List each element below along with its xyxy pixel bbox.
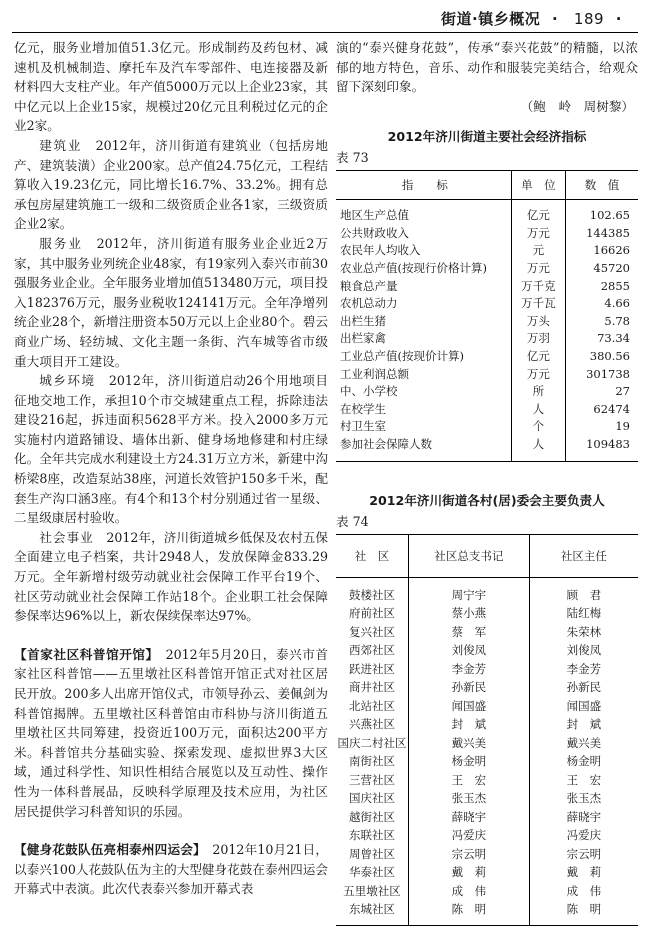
table-74-title: 2012年济川街道各村(居)委会主要负责人 <box>369 492 605 508</box>
table-73-cell: 62474 <box>566 400 638 418</box>
table-73-cell: 万元 <box>511 365 565 383</box>
running-head <box>441 8 622 29</box>
table-74-cell: 商井社区 <box>348 680 395 695</box>
table-73-cell: 19 <box>566 418 638 436</box>
table-74-header-community: 社 区 <box>336 534 408 577</box>
table-74-cell: 闻国盛 <box>408 697 529 716</box>
table-73-row <box>336 418 638 436</box>
table-74-cell: 王 宏 <box>408 771 529 790</box>
services-text: 2012年，济川街道有服务业企业近2万家，其中服务业列统企业48家，有19家列入泰兴市前30强服务业企业。全年服务业增加值513480万元，项目投入182376万元，服务业税收124141万元。全年净增列统企业28个，新增注册资本50万元以上企业80个。碧云商业广场、轻纺城、文化主题一条街、汽车城等省市级重大项目开工建设。 <box>14 235 329 369</box>
table-74-cell: 封 斌 <box>408 715 529 734</box>
table-73-row <box>336 200 638 224</box>
table-74-row <box>336 845 638 864</box>
table-73-title: 2012年济川街道主要社会经济指标 <box>387 129 587 145</box>
bullet: · <box>551 10 559 28</box>
table-73-row <box>336 224 638 242</box>
paragraph-construction <box>14 136 328 234</box>
table-73-row <box>336 365 638 383</box>
table-73-cell: 地区生产总值 <box>340 208 409 223</box>
table-74-cell: 周宁宇 <box>408 577 529 604</box>
table-73-cell: 301738 <box>566 365 638 383</box>
table-74-cell: 李金芳 <box>408 660 529 679</box>
construction-text: 2012年，济川街道有建筑业（包括房地产、建筑装潢）企业200家。总产值24.75亿元，工程结算收入19.23亿元，同比增长16.7%、33.2%。拥有总承包房屋建筑施工一级和二级资质企业各1家，三级资质企业2家。 <box>14 137 329 232</box>
table-73-cell: 万头 <box>511 312 565 330</box>
table-74-cell: 闻国盛 <box>529 697 638 716</box>
table-74-cell: 成 伟 <box>408 882 529 901</box>
table-74-cell: 封 斌 <box>529 715 638 734</box>
table-73-header-value: 数 值 <box>566 171 638 200</box>
article-drum-team <box>14 840 328 899</box>
page-header <box>0 0 650 36</box>
table-74-cell: 鼓楼社区 <box>348 587 395 602</box>
table-74-cell: 东城社区 <box>348 902 395 917</box>
table-74-cell: 蔡小燕 <box>408 604 529 623</box>
table-74-cell: 南街社区 <box>348 754 395 769</box>
table-74-cell: 冯爱庆 <box>529 826 638 845</box>
right-column <box>336 38 638 926</box>
section-title: 街道·镇乡概况 <box>441 10 541 28</box>
table-73-row <box>336 259 638 277</box>
table-74-row <box>336 863 638 882</box>
table-73-cell: 元 <box>511 242 565 260</box>
table-73-row <box>336 277 638 295</box>
table-74-cell: 陆红梅 <box>529 604 638 623</box>
table-73-cell: 4.66 <box>566 294 638 312</box>
table-74-cell: 宗云明 <box>408 845 529 864</box>
table-73-cell: 农机总动力 <box>340 296 398 311</box>
table-74-row <box>336 678 638 697</box>
table-73-row <box>336 330 638 348</box>
header-rule <box>12 32 638 33</box>
table-74-body <box>336 577 638 925</box>
table-74-cell: 王 宏 <box>529 771 638 790</box>
article-body-drum-team: 2012年10月21日，以泰兴100人花鼓队伍为主的大型健身花鼓在泰州四运会开幕式中表演。此次代表泰兴参加开幕式表 <box>14 842 328 897</box>
table-74-cell: 杨金明 <box>408 752 529 771</box>
table-73-cell: 144385 <box>566 224 638 242</box>
table-74-cell: 陈 明 <box>408 900 529 925</box>
table-74-cell: 戴 莉 <box>529 863 638 882</box>
table-74-cell: 越街社区 <box>348 809 395 824</box>
article-title-drum-team: 【健身花鼓队伍亮相泰州四运会】 <box>14 842 200 858</box>
table-74-cell: 西郊社区 <box>348 643 395 658</box>
table-74-cell: 李金芳 <box>529 660 638 679</box>
table-74-cell: 戴兴美 <box>408 734 529 753</box>
table-73-row <box>336 294 638 312</box>
table-73-cell: 粮食总产量 <box>340 278 398 293</box>
table-73-cell: 16626 <box>566 242 638 260</box>
table-74-cell: 孙新民 <box>408 678 529 697</box>
table-74-row <box>336 697 638 716</box>
left-column <box>14 38 328 899</box>
table-74-cell: 冯爱庆 <box>408 826 529 845</box>
table-74-cell: 成 伟 <box>529 882 638 901</box>
keyword-construction: 建筑业 <box>39 137 83 153</box>
table-73-cell: 村卫生室 <box>340 419 386 434</box>
table-74-cell: 三营社区 <box>348 772 395 787</box>
table-73-cell: 参加社会保障人数 <box>340 436 432 451</box>
table-74-row <box>336 660 638 679</box>
table-74-cell: 华泰社区 <box>348 865 395 880</box>
table-74-cell: 张玉杰 <box>408 789 529 808</box>
table-74-header-secretary: 社区总支书记 <box>408 534 529 577</box>
table-74-row <box>336 641 638 660</box>
table-73-header-unit: 单 位 <box>511 171 565 200</box>
article-science-museum <box>14 645 328 821</box>
table-74-cell: 周曾社区 <box>348 846 395 861</box>
table-74-cell: 北站社区 <box>348 698 395 713</box>
table-74-cell: 国庆社区 <box>348 791 395 806</box>
table-74-row <box>336 604 638 623</box>
table-74-cell: 戴兴美 <box>529 734 638 753</box>
table-74-row <box>336 789 638 808</box>
table-73-cell: 农民年人均收入 <box>340 243 421 258</box>
paragraph-continued: 亿元，服务业增加值51.3亿元。形成制药及药包材、减速机及机械制造、摩托车及汽车零部件、电连接器及新材料四大支柱产业。年产值5000万元以上企业23家，其中亿元以上企业15家，规模过20亿元且利税过亿元的企业2家。 <box>14 40 328 134</box>
table-74-cell: 顾 君 <box>529 577 638 604</box>
table-73-row <box>336 382 638 400</box>
table-73-cell: 工业总产值(按现价计算) <box>340 348 464 363</box>
paragraph-social <box>14 528 328 626</box>
article-credit: （鲍 岭 周树黎） <box>520 98 634 114</box>
table-73-cell: 农业总产值(按现行价格计算) <box>340 260 487 275</box>
keyword-services: 服务业 <box>39 235 83 251</box>
table-73-cell: 出栏生猪 <box>340 313 386 328</box>
table-73-row <box>336 242 638 260</box>
table-74-cell: 刘俊凤 <box>529 641 638 660</box>
table-73-cell: 73.34 <box>566 330 638 348</box>
table-73-body <box>336 200 638 461</box>
page-number: 189 <box>573 10 605 28</box>
table-74-row <box>336 577 638 604</box>
table-73 <box>336 170 638 461</box>
social-text: 2012年，济川街道城乡低保及农村五保全面建立电子档案，共计2948人，发放保障金833.29万元。全年新增村级劳动就业社会保障工作平台19个、社区劳动就业社会保障工作站18个。企业职工社会保障参保率达96%以上，新农保续保率达97%。 <box>14 529 329 624</box>
table-74-cell: 府前社区 <box>348 606 395 621</box>
table-73-cell: 380.56 <box>566 347 638 365</box>
table-74-row <box>336 771 638 790</box>
table-73-cell: 2855 <box>566 277 638 295</box>
table-73-cell: 万元 <box>511 224 565 242</box>
table-73-cell: 工业利润总额 <box>340 366 409 381</box>
table-73-cell: 27 <box>566 382 638 400</box>
table-74-number: 表 74 <box>336 513 369 529</box>
table-74-cell: 五里墩社区 <box>343 883 401 898</box>
table-73-header-indicator: 指 标 <box>336 171 511 200</box>
table-74-cell: 刘俊凤 <box>408 641 529 660</box>
table-74-row <box>336 752 638 771</box>
bullet-2: · <box>615 10 622 28</box>
article-title-science-museum: 【首家社区科普馆开馆】 <box>14 646 153 662</box>
table-74-cell: 孙新民 <box>529 678 638 697</box>
table-74-cell: 东联社区 <box>348 828 395 843</box>
table-74-cell: 戴 莉 <box>408 863 529 882</box>
table-74 <box>336 534 638 926</box>
table-74-row <box>336 882 638 901</box>
table-73-cell: 亿元 <box>511 347 565 365</box>
environment-text: 2012年，济川街道启动26个用地项目征地交地工作，承担10个市交城建重点工程，拆除违法建设216起，拆违面积5628平方米。投入2000多万元实施村内道路铺设、墙体出新、健身场地修建和村庄绿化。全年共完成水利建设土方24.31万立方米，新建中沟桥梁8座，改造泵站38座，河道长效管护150多千米，配套生产沟口涵3座。有4个和13个村分别通过省一星级、二星级康居村验收。 <box>14 373 329 526</box>
keyword-social: 社会事业 <box>39 529 94 545</box>
table-74-row <box>336 734 638 753</box>
paragraph-continued-right: 演的“泰兴健身花鼓”，传承“泰兴花鼓”的精髓，以浓郁的地方特色，音乐、动作和服装完美结合，给观众留下深刻印象。 <box>336 40 638 95</box>
table-73-cell: 102.65 <box>566 200 638 224</box>
table-73-row <box>336 435 638 461</box>
table-74-cell: 国庆二村社区 <box>337 735 407 750</box>
table-73-cell: 45720 <box>566 259 638 277</box>
table-74-cell: 兴燕社区 <box>348 717 395 732</box>
table-74-cell: 复兴社区 <box>348 624 395 639</box>
table-74-cell: 跃进社区 <box>348 661 395 676</box>
table-73-cell: 在校学生 <box>340 401 386 416</box>
table-73-cell: 万千克 <box>511 277 565 295</box>
article-body-science-museum: 2012年5月20日，泰兴市首家社区科普馆——五里墩社区科普馆开馆正式对社区居民开放。200多人出席开馆仪式，市领导孙云、姜佩剑为科普馆揭牌。五里墩社区科普馆由市科协与济川街道五里墩社区共同筹建，投资近100万元，面积达200平方米。科普馆共分基础实验、探索发现、虚拟世界3大区域，通过科学性、知识性相结合展览以及互动性、操作性为一体科普展品，反映科学原理及技术应用，为社区居民提供学习科普知识的乐园。 <box>14 646 329 819</box>
table-74-cell: 杨金明 <box>529 752 638 771</box>
paragraph-services <box>14 234 328 371</box>
table-74-cell: 朱荣林 <box>529 623 638 642</box>
table-74-cell: 宗云明 <box>529 845 638 864</box>
table-73-cell: 中、小学校 <box>340 384 398 399</box>
table-73-number: 表 73 <box>336 150 369 166</box>
table-73-cell: 万元 <box>511 259 565 277</box>
table-74-row <box>336 715 638 734</box>
table-73-cell: 万羽 <box>511 330 565 348</box>
table-73-row <box>336 400 638 418</box>
table-73-cell: 所 <box>511 382 565 400</box>
table-74-cell: 陈 明 <box>529 900 638 925</box>
table-74-cell: 张玉杰 <box>529 789 638 808</box>
table-73-cell: 人 <box>511 400 565 418</box>
table-73-cell: 万千瓦 <box>511 294 565 312</box>
table-74-row <box>336 623 638 642</box>
table-74-cell: 蔡 军 <box>408 623 529 642</box>
table-73-cell: 109483 <box>566 435 638 461</box>
table-73-cell: 5.78 <box>566 312 638 330</box>
table-73-cell: 公共财政收入 <box>340 225 409 240</box>
table-74-cell: 薛晓宇 <box>408 808 529 827</box>
table-74-row <box>336 900 638 925</box>
table-73-row <box>336 347 638 365</box>
table-73-cell: 出栏家禽 <box>340 331 386 346</box>
table-74-header-director: 社区主任 <box>529 534 638 577</box>
paragraph-environment <box>14 371 328 528</box>
table-74-row <box>336 808 638 827</box>
table-73-cell: 亿元 <box>511 200 565 224</box>
table-73-cell: 人 <box>511 435 565 461</box>
keyword-environment: 城乡环境 <box>39 373 96 389</box>
table-74-row <box>336 826 638 845</box>
table-73-cell: 个 <box>511 418 565 436</box>
table-73-row <box>336 312 638 330</box>
table-74-cell: 薛晓宇 <box>529 808 638 827</box>
